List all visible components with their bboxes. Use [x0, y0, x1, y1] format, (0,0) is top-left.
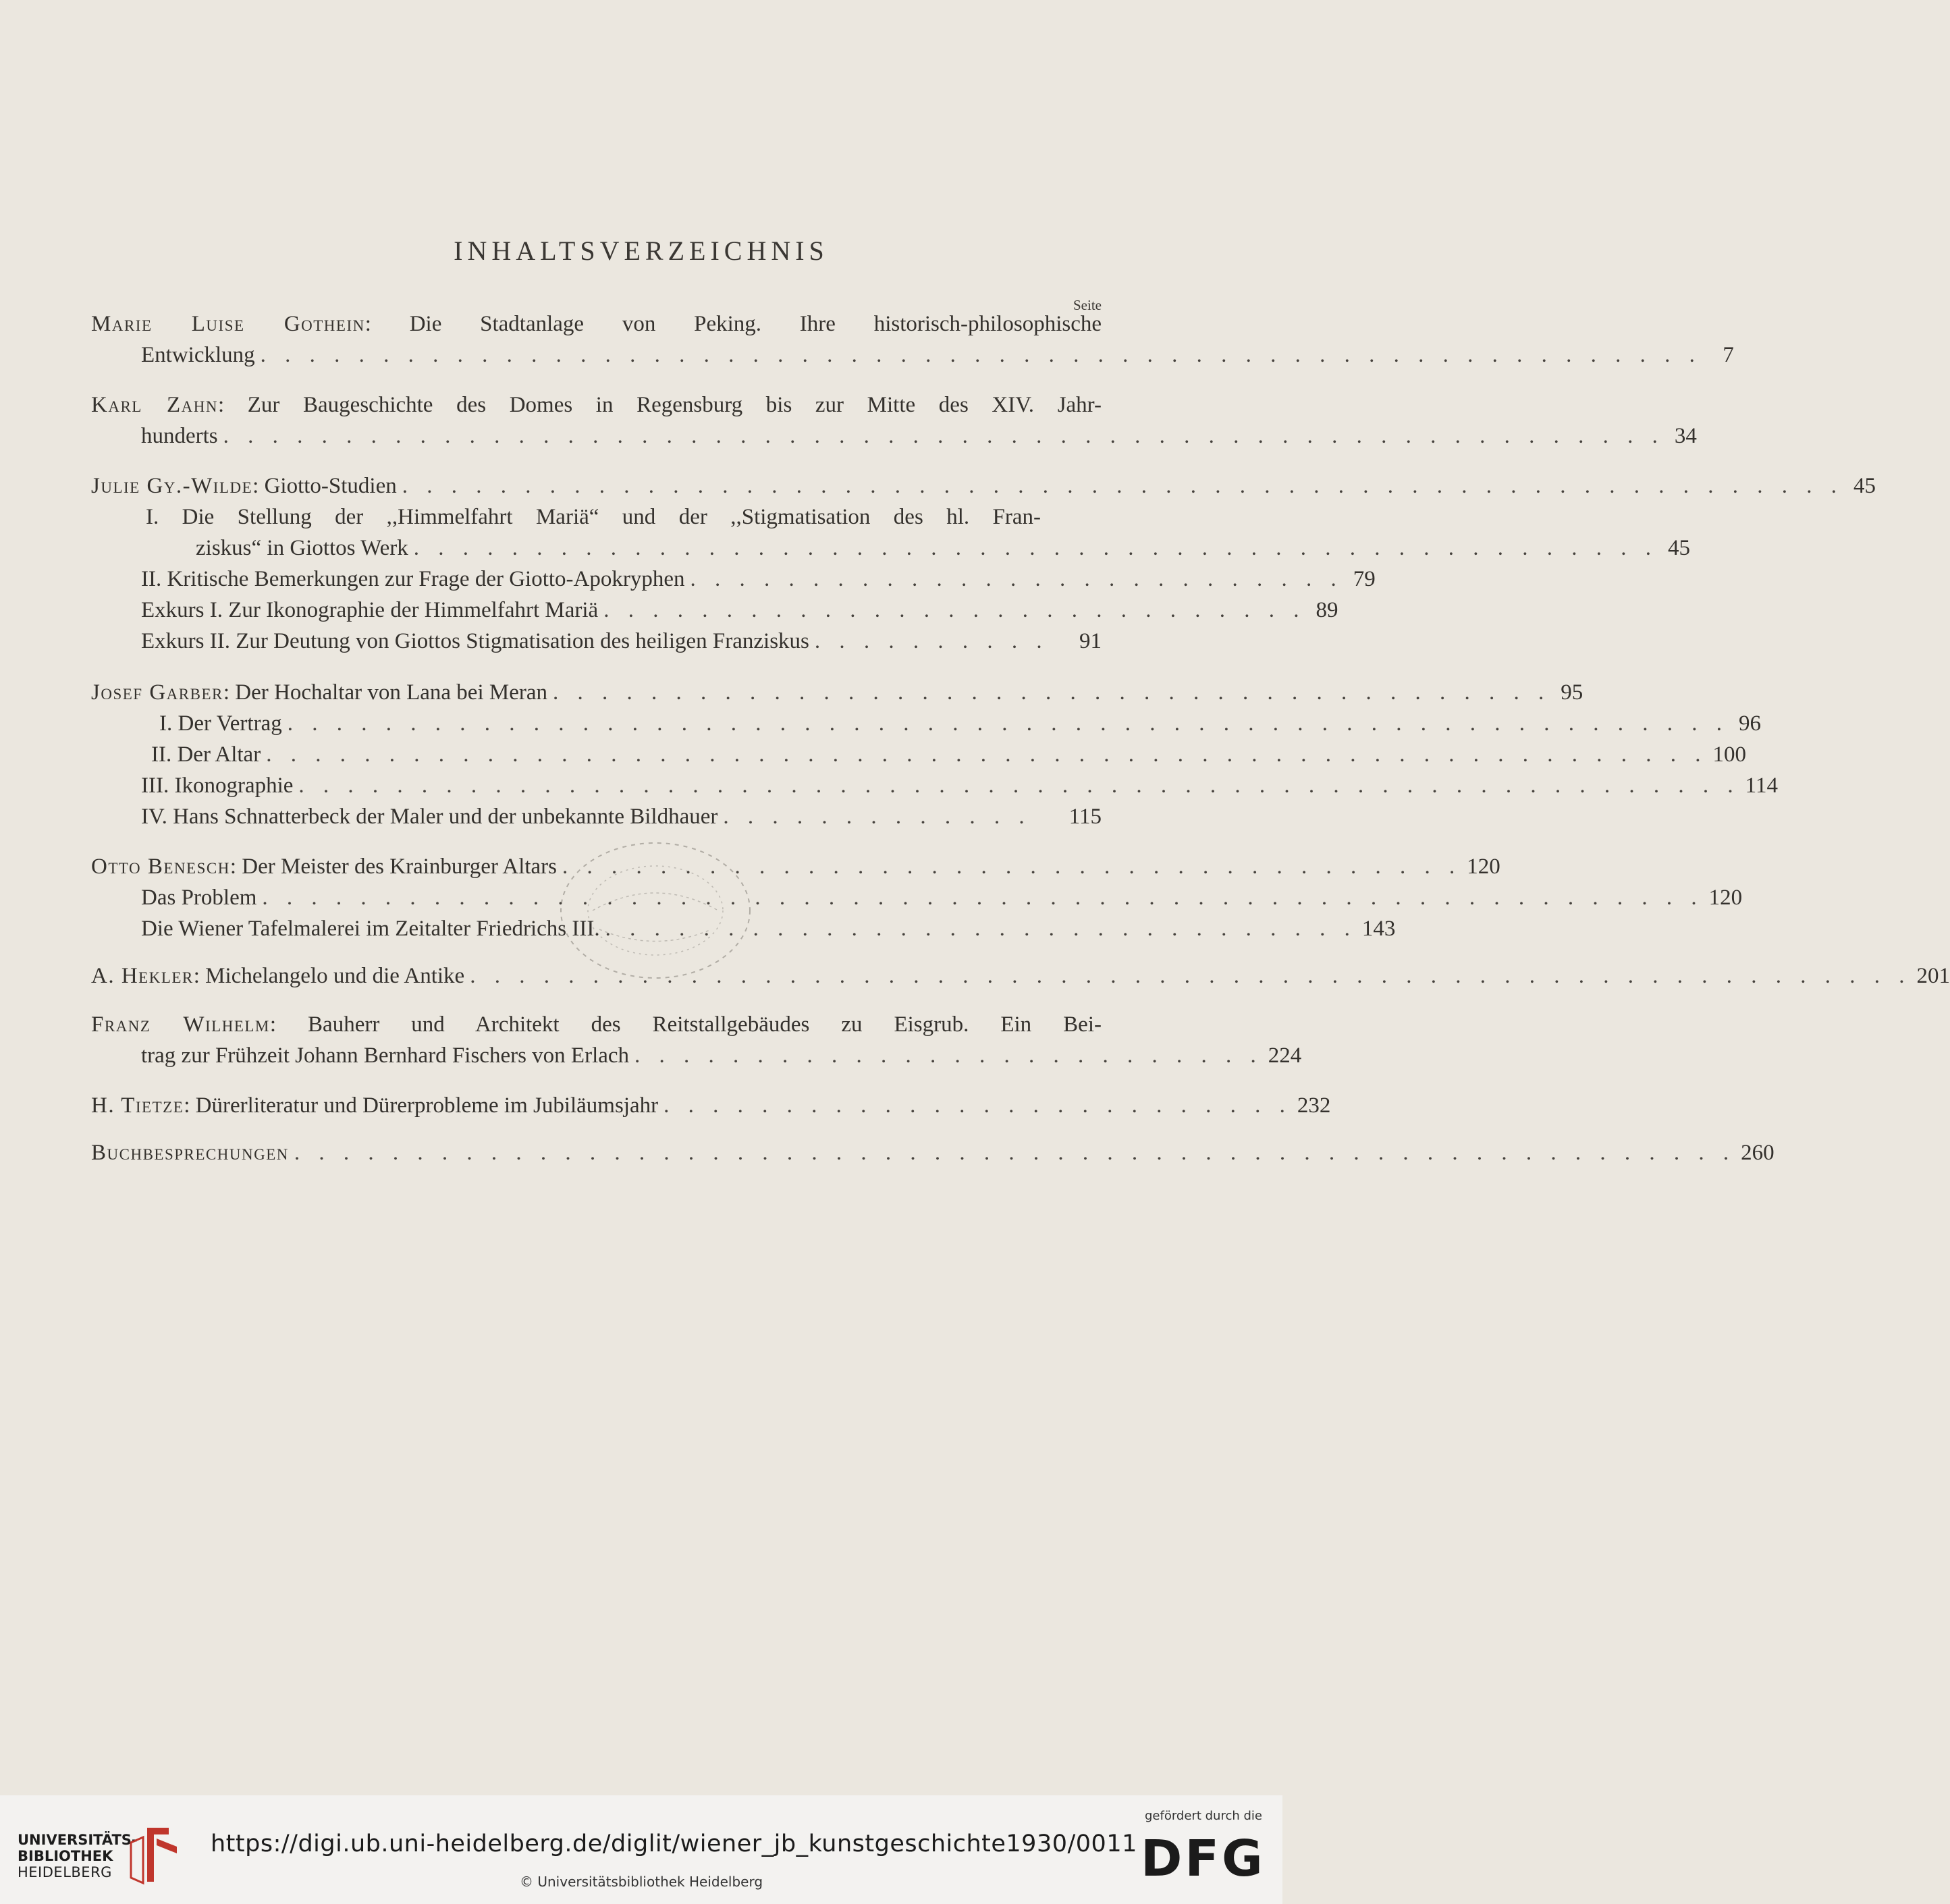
leader-dots: . . . . . . . . . . . . . . . . . . . . . . . . . . . . . . . . . . . . . . . . . . . . . . . . . . . . . . . . . . . [294, 1141, 1736, 1165]
toc-entry-line [146, 504, 1041, 531]
document-url-link[interactable]: https://digi.ub.uni-heidelberg.de/diglit/wiener_jb_kunstgeschichte1930/0011 [211, 1830, 1137, 1857]
leader-dots: . . . . . . . . . . . . . . . . . . . . . . . . . . . . . . . . . . . . . . . . . . . . . . . . . . . [413, 536, 1658, 560]
toc-entry-line [141, 423, 1697, 450]
page-number: 120 [1467, 854, 1500, 879]
toc-entry-line [91, 391, 1102, 418]
toc-entry-title: H. Tietze: Dürerliteratur und Dürerprobleme im Jubiläumsjahr [91, 1093, 659, 1118]
toc-entry-title: Die Wiener Tafelmalerei im Zeitalter Friedrichs III. [141, 917, 600, 941]
toc-entry-title: Buchbesprechungen [91, 1141, 289, 1165]
toc-entry-title: Josef Garber: Der Hochaltar von Lana bei Meran [91, 680, 547, 705]
dfg-logo: DFG [1141, 1830, 1266, 1888]
toc-entry-line [141, 628, 1102, 655]
toc-entry-title: IV. Hans Schnatterbeck der Maler und der unbekannte Bildhauer [141, 805, 718, 829]
toc-entry-title: Franz Wilhelm: Bauherr und Architekt des Reitstallgebäudes zu Eisgrub. Ein Bei- [91, 1012, 1102, 1037]
author-name: Josef Garber [91, 680, 223, 705]
toc-entry-title: II. Kritische Bemerkungen zur Frage der Giotto-Apokryphen [141, 567, 685, 591]
toc-entry-line [91, 1092, 1331, 1119]
footer-bar [0, 1795, 1282, 1904]
leader-dots: . . . . . . . . . . . . . . . . . . . . . . . . . . . . . [603, 598, 1306, 622]
leader-dots: . . . . . . . . . . . . . . . . . . . . . . . . . . . . . . . . . . . . . [562, 854, 1462, 879]
library-name: UNIVERSITÄTS- BIBLIOTHEK HEIDELBERG [18, 1832, 138, 1880]
page-number: 100 [1712, 742, 1746, 767]
toc-entry-title: Exkurs II. Zur Deutung von Giottos Stigmatisation des heiligen Franziskus [141, 629, 809, 653]
author-name: Franz Wilhelm [91, 1012, 270, 1037]
author-name: H. Tietze [91, 1093, 184, 1118]
toc-entry-line [141, 1042, 1302, 1069]
toc-entry-line [141, 597, 1338, 624]
toc-entry-title: II. Der Altar [151, 742, 261, 767]
toc-entry-title: III. Ikonographie [141, 773, 294, 798]
toc-entry-line [159, 710, 1761, 737]
page-number: 201 [1916, 964, 1950, 988]
page-number: 232 [1297, 1093, 1331, 1118]
leader-dots: . . . . . . . . . . [814, 629, 1049, 653]
page-number: 120 [1708, 886, 1743, 910]
page-column-header: Seite [1073, 297, 1102, 313]
toc-entry-title: Das Problem [141, 886, 257, 910]
leader-dots: . . . . . . . . . . . . . . . . . . . . . . . . . . . . . . . . . . . . . . . . . . . . . . . . . . . . . . . . . . . [470, 964, 1912, 988]
leader-dots: . . . . . . . . . . . . . . . . . . . . . . . . . . . . . . . . . . . . . . . . . . . . . . . . . . . . . . . . . . . [223, 424, 1664, 448]
leader-dots: . . . . . . . . . . . . . . . . . . . . . . . . . . . . . . . . . . . . . . . . . . . . . . . . . . . . . . . . . . . [287, 711, 1729, 736]
toc-entry-line [141, 803, 1102, 830]
toc-entry-title: Julie Gy.-Wilde: Giotto-Studien [91, 474, 397, 498]
toc-entry-line [151, 741, 1746, 768]
page-number: 45 [1668, 536, 1691, 560]
leader-dots: . . . . . . . . . . . . . . . . . . . . . . . . . . . [690, 567, 1343, 591]
toc-entry-title: I. Der Vertrag [159, 711, 282, 736]
toc-entry-line [141, 566, 1376, 593]
copyright-notice: © Universitätsbibliothek Heidelberg [520, 1874, 763, 1890]
author-name: Marie Luise Gothein [91, 312, 365, 336]
toc-entry-line [91, 679, 1583, 706]
toc-entry-title: trag zur Frühzeit Johann Bernhard Fischers von Erlach [141, 1043, 630, 1068]
author-name: A. Hekler [91, 964, 194, 988]
toc-entry-title: ziskus“ in Giottos Werk [196, 536, 408, 560]
leader-dots: . . . . . . . . . . . . . . . . . . . . . . . . . . . . . . . . . . . . . . . . . . . . . . . . . . . . . . . . . . . [402, 474, 1843, 498]
page-number: 89 [1316, 598, 1338, 622]
toc-entry-title: Marie Luise Gothein: Die Stadtanlage von Peking. Ihre historisch-philosophische [91, 312, 1102, 336]
toc-entry-line [141, 772, 1778, 799]
toc-entry-line [91, 1011, 1102, 1038]
page-number: 114 [1745, 773, 1778, 798]
toc-entry-title: I. Die Stellung der ,,Himmelfahrt Mariä“ und der ,,Stigmatisation des hl. Fran- [146, 505, 1041, 529]
funder-note: gefördert durch die [1145, 1809, 1262, 1823]
page-number: 115 [1068, 805, 1102, 829]
toc-entry-title: A. Hekler: Michelangelo und die Antike [91, 964, 465, 988]
page-number: 79 [1353, 567, 1376, 591]
leader-dots: . . . . . . . . . . . . . [723, 805, 1031, 829]
toc-entry-line [91, 1139, 1775, 1166]
leader-dots: . . . . . . . . . . . . . . . . . . . . . . . . . . [634, 1043, 1263, 1068]
author-name: Otto Benesch [91, 854, 230, 879]
leader-dots: . . . . . . . . . . . . . . . . . . . . . . . . . . [663, 1093, 1292, 1118]
toc-entry-title: Karl Zahn: Zur Baugeschichte des Domes in Regensburg bis zur Mitte des XIV. Jahr- [91, 393, 1102, 417]
page-number: 96 [1738, 711, 1761, 736]
page-number: 91 [1079, 629, 1102, 653]
page-number: 34 [1674, 424, 1697, 448]
toc-entry-title: Exkurs I. Zur Ikonographie der Himmelfahrt Mariä [141, 598, 599, 622]
page-number: 260 [1741, 1141, 1775, 1165]
leader-dots: . . . . . . . . . . . . . . . . . . . . . . . . . . . . . . . . . . . . . . . . . . . . . . . . . . . . . . . . . . . [260, 343, 1702, 367]
page-title: INHALTSVERZEICHNIS [454, 236, 829, 266]
author-name: Karl Zahn [91, 393, 218, 417]
library-logo-icon [127, 1824, 181, 1886]
toc-entry-line [91, 310, 1102, 337]
toc-entry-title: Entwicklung [141, 343, 255, 367]
leader-dots: . . . . . . . . . . . . . . . . . . . . . . . . . . . . . . . . . . . . . . . . . . . . . . . . . . . . . . . . . . . [298, 773, 1740, 798]
leader-dots: . . . . . . . . . . . . . . . . . . . . . . . . . . . . . . . . . . . . . . . . . . . . . . . . . . . . . . . . . . . [262, 886, 1704, 910]
toc-entry-line [196, 535, 1691, 562]
toc-entry-line [91, 472, 1876, 499]
page-number: 7 [1723, 343, 1734, 367]
library-stamp-mark [552, 835, 759, 986]
author-name: Julie Gy.-Wilde [91, 474, 253, 498]
toc-entry-line [141, 342, 1734, 369]
page-number: 45 [1853, 474, 1876, 498]
page-number: 143 [1361, 917, 1396, 941]
leader-dots: . . . . . . . . . . . . . . . . . . . . . . . . . . . . . . . . . . . . . . . . . . . . . . . . . . . . . . . . . . . [266, 742, 1708, 767]
leader-dots: . . . . . . . . . . . . . . . . . . . . . . . . . . . . . . . [605, 917, 1357, 941]
page-number: 95 [1561, 680, 1583, 705]
toc-entry-title: Otto Benesch: Der Meister des Krainburger Altars [91, 854, 558, 879]
toc-entry-title: hunderts [141, 424, 218, 448]
leader-dots: . . . . . . . . . . . . . . . . . . . . . . . . . . . . . . . . . . . . . . . . . [553, 680, 1551, 705]
page-number: 224 [1268, 1043, 1302, 1068]
